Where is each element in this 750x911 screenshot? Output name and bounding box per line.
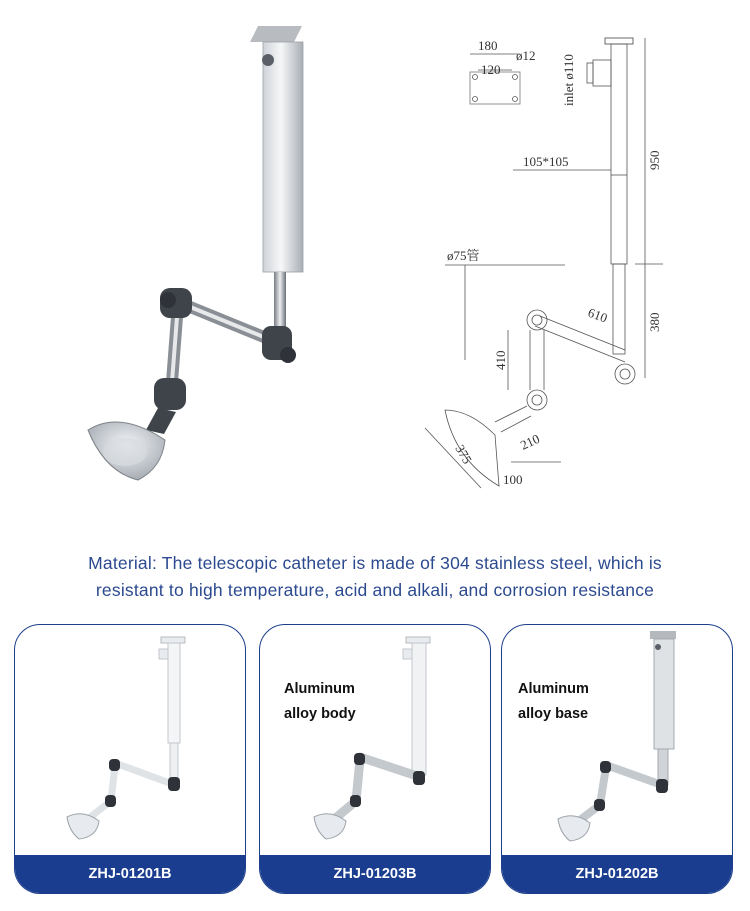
product-model-label: ZHJ-01202B (502, 855, 732, 893)
dim-100: 100 (503, 472, 523, 487)
product-image (260, 625, 491, 857)
technical-drawing (415, 30, 715, 500)
dim-410: 410 (493, 350, 508, 370)
product-model-label: ZHJ-01203B (260, 855, 490, 893)
dim-d12: ø12 (516, 48, 536, 63)
material-line-1: Material: The telescopic catheter is made of 304 stainless steel, which is (88, 553, 662, 573)
dim-180: 180 (478, 38, 498, 53)
material-line-2: resistant to high temperature, acid and alkali, and corrosion resistance (95, 580, 655, 600)
dim-120: 120 (481, 62, 501, 77)
product-material-label: Aluminum alloy body (284, 681, 356, 722)
dim-375: 375 (452, 442, 476, 467)
product-card-01203b[interactable] (259, 624, 491, 894)
dim-610: 610 (585, 304, 610, 326)
dim-inlet: inlet ø110 (561, 54, 576, 106)
dim-pipe75: ø75管 (447, 248, 480, 263)
material-description (20, 550, 730, 604)
product-model-label: ZHJ-01201B (15, 855, 245, 893)
hero-product-photo (80, 20, 320, 500)
product-card-01201b[interactable] (14, 624, 246, 894)
dim-950: 950 (647, 150, 662, 170)
dim-210: 210 (517, 430, 542, 453)
product-image (15, 625, 246, 857)
product-card-01202b[interactable] (501, 624, 733, 894)
product-material-label: Aluminum alloy base (518, 681, 589, 722)
dim-105: 105*105 (523, 154, 569, 169)
dim-380: 380 (647, 312, 662, 332)
product-image (502, 625, 733, 857)
